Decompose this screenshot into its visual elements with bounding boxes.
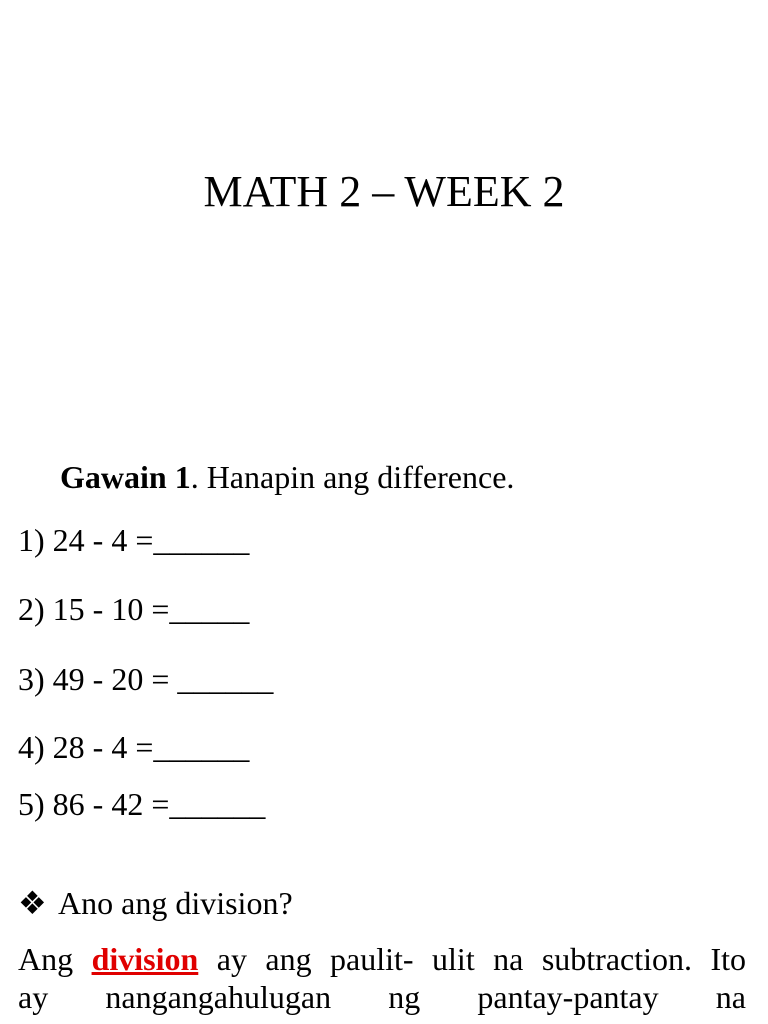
question-text: Ano ang division? (58, 885, 293, 921)
activity-instruction: . Hanapin ang difference. (190, 459, 515, 495)
exercise-item-1: 1) 24 - 4 =______ (18, 522, 250, 558)
activity-heading (60, 457, 514, 497)
definition-line-2: ay nangangahulugan ng pantay-pantay na (18, 979, 746, 1015)
question (18, 883, 293, 923)
exercise-item-3: 3) 49 - 20 = ______ (18, 661, 274, 697)
diamond-bullet-icon: ❖ (18, 885, 47, 921)
exercise-item-5: 5) 86 - 42 =______ (18, 786, 266, 822)
exercise-item-2: 2) 15 - 10 =_____ (18, 591, 250, 627)
definition-term: division (91, 941, 199, 977)
definition-rest: ay ang paulit- ulit na subtraction. Ito (198, 941, 746, 977)
page-title: MATH 2 – WEEK 2 (203, 167, 565, 216)
definition-paragraph (18, 940, 746, 1016)
definition-prefix: Ang (18, 941, 92, 977)
exercise-item-4: 4) 28 - 4 =______ (18, 729, 250, 765)
definition-line-1 (18, 941, 746, 977)
activity-label: Gawain 1 (60, 459, 191, 495)
